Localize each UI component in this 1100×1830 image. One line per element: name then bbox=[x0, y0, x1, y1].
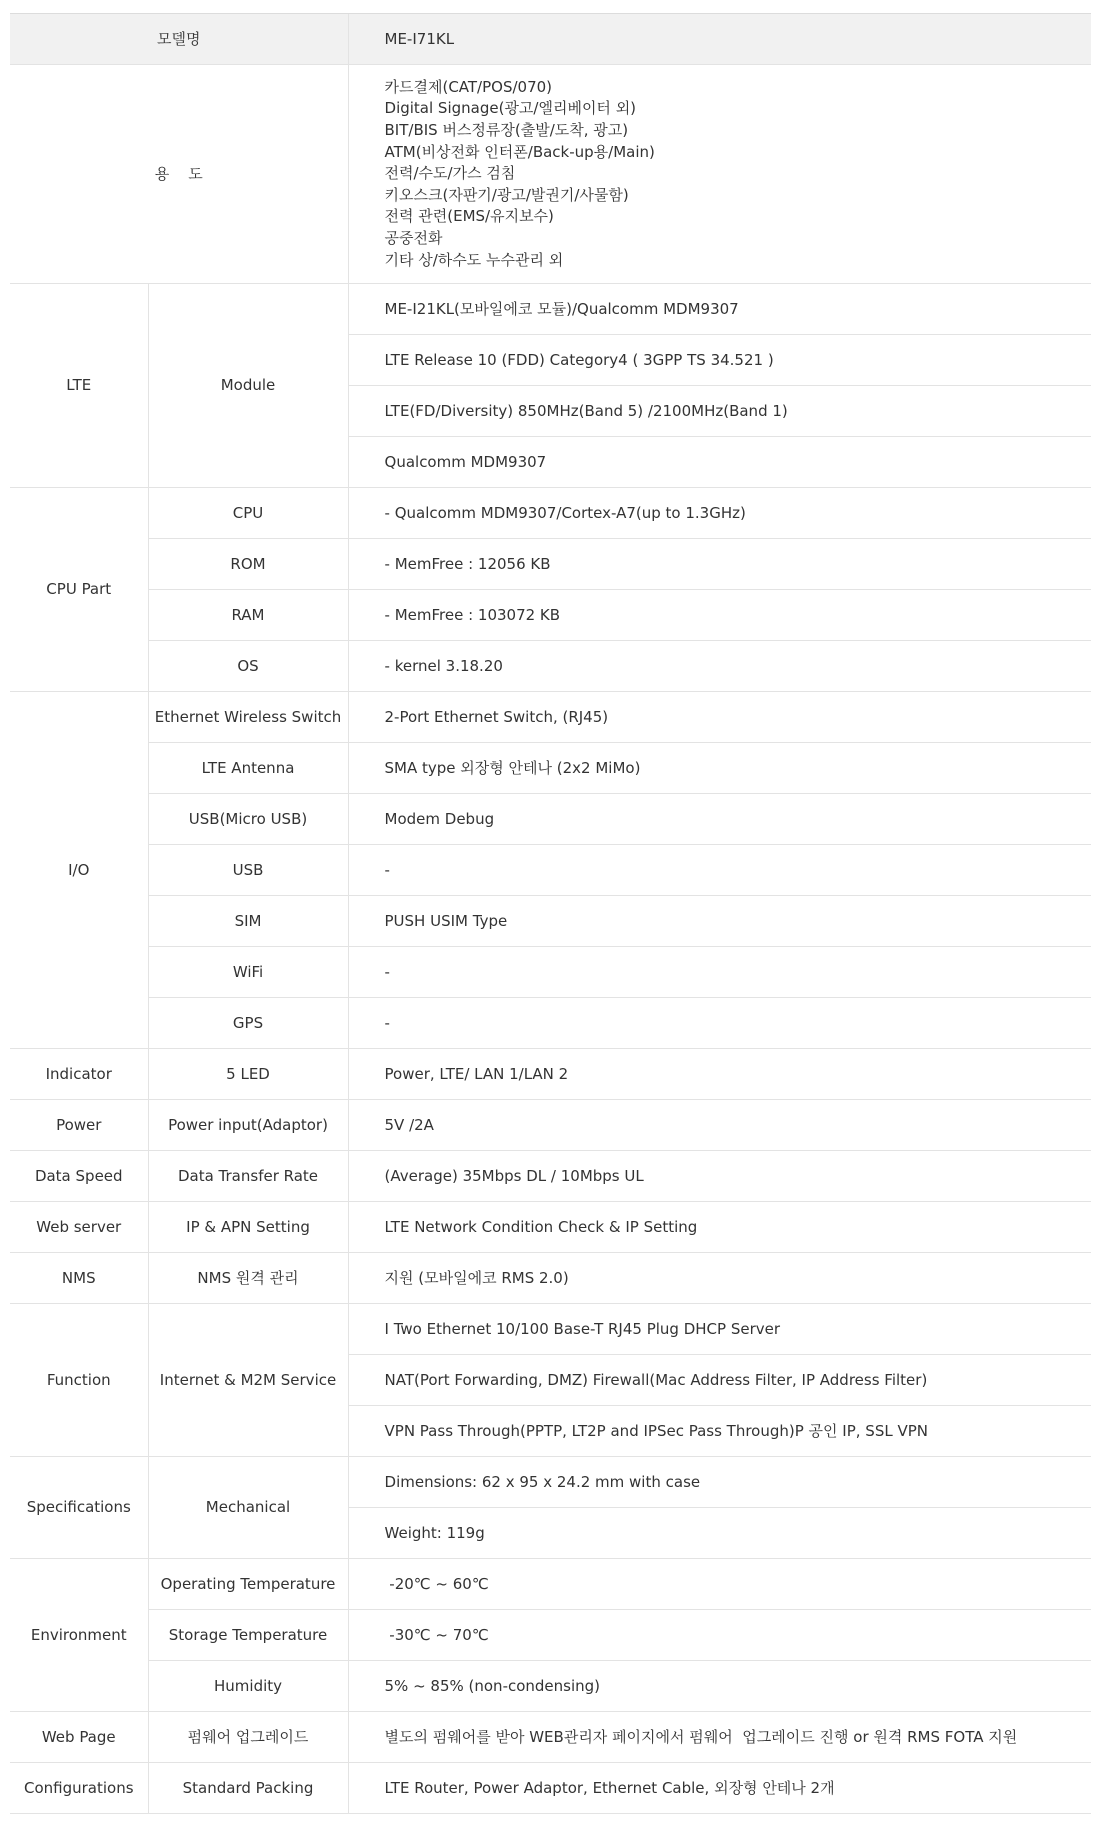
io-sub: Ethernet Wireless Switch bbox=[148, 692, 348, 743]
os-value: - kernel 3.18.20 bbox=[348, 641, 1091, 692]
table-row bbox=[10, 845, 1091, 896]
environment-value: -30℃ ~ 70℃ bbox=[348, 1610, 1091, 1661]
model-label: 모델명 bbox=[10, 14, 348, 65]
function-value: VPN Pass Through(PPTP, LT2P and IPSec Pass Through)P 공인 IP, SSL VPN bbox=[348, 1406, 1091, 1457]
web-page-label: Web Page bbox=[10, 1712, 148, 1763]
io-value: - bbox=[348, 998, 1091, 1049]
spec-table bbox=[10, 13, 1091, 1814]
table-row bbox=[10, 1151, 1091, 1202]
table-row bbox=[10, 1049, 1091, 1100]
web-server-value: LTE Network Condition Check & IP Setting bbox=[348, 1202, 1091, 1253]
io-sub: USB(Micro USB) bbox=[148, 794, 348, 845]
table-row bbox=[10, 794, 1091, 845]
usage-line: BIT/BIS 버스정류장(출발/도착, 광고) bbox=[384, 121, 629, 140]
cpu-label: CPU Part bbox=[10, 488, 148, 692]
lte-value: LTE(FD/Diversity) 850MHz(Band 5) /2100MHz(Band 1) bbox=[348, 386, 1091, 437]
ram-value: - MemFree : 103072 KB bbox=[348, 590, 1091, 641]
nms-label: NMS bbox=[10, 1253, 148, 1304]
data-speed-label: Data Speed bbox=[10, 1151, 148, 1202]
io-sub: USB bbox=[148, 845, 348, 896]
table-row bbox=[10, 692, 1091, 743]
specifications-label: Specifications bbox=[10, 1457, 148, 1559]
io-value: 2-Port Ethernet Switch, (RJ45) bbox=[348, 692, 1091, 743]
io-sub: LTE Antenna bbox=[148, 743, 348, 794]
io-value: - bbox=[348, 947, 1091, 998]
indicator-label: Indicator bbox=[10, 1049, 148, 1100]
usage-line: 키오스크(자판기/광고/발권기/사물함) bbox=[384, 185, 629, 204]
indicator-value: Power, LTE/ LAN 1/LAN 2 bbox=[348, 1049, 1091, 1100]
function-label: Function bbox=[10, 1304, 148, 1457]
io-label: I/O bbox=[10, 692, 148, 1049]
lte-module-label: Module bbox=[148, 284, 348, 488]
usage-line: 공중전화 bbox=[384, 228, 443, 247]
data-speed-value: (Average) 35Mbps DL / 10Mbps UL bbox=[348, 1151, 1091, 1202]
table-header-row bbox=[10, 14, 1091, 65]
power-value: 5V /2A bbox=[348, 1100, 1091, 1151]
nms-sub: NMS 원격 관리 bbox=[148, 1253, 348, 1304]
table-row bbox=[10, 1712, 1091, 1763]
io-value: - bbox=[348, 845, 1091, 896]
usage-line: 전력/수도/가스 검침 bbox=[384, 164, 516, 183]
table-row bbox=[10, 1559, 1091, 1610]
io-value: SMA type 외장형 안테나 (2x2 MiMo) bbox=[348, 743, 1091, 794]
table-row bbox=[10, 1100, 1091, 1151]
table-row bbox=[10, 1253, 1091, 1304]
io-sub: GPS bbox=[148, 998, 348, 1049]
usage-list bbox=[348, 65, 1091, 284]
cpu-sub: CPU bbox=[148, 488, 348, 539]
rom-value: - MemFree : 12056 KB bbox=[348, 539, 1091, 590]
power-sub: Power input(Adaptor) bbox=[148, 1100, 348, 1151]
function-value: NAT(Port Forwarding, DMZ) Firewall(Mac Address Filter, IP Address Filter) bbox=[348, 1355, 1091, 1406]
environment-value: -20℃ ~ 60℃ bbox=[348, 1559, 1091, 1610]
table-row bbox=[10, 590, 1091, 641]
configurations-label: Configurations bbox=[10, 1763, 148, 1814]
table-row bbox=[10, 1610, 1091, 1661]
web-server-sub: IP & APN Setting bbox=[148, 1202, 348, 1253]
firmware-upgrade-label: 펌웨어 업그레이드 bbox=[148, 1712, 348, 1763]
usage-line: 전력 관련(EMS/유지보수) bbox=[384, 207, 554, 226]
usage-line: 카드결제(CAT/POS/070) bbox=[384, 77, 553, 96]
table-row bbox=[10, 641, 1091, 692]
rom-sub: ROM bbox=[148, 539, 348, 590]
lte-value: Qualcomm MDM9307 bbox=[348, 437, 1091, 488]
io-value: Modem Debug bbox=[348, 794, 1091, 845]
indicator-sub: 5 LED bbox=[148, 1049, 348, 1100]
table-row bbox=[10, 488, 1091, 539]
weight-value: Weight: 119g bbox=[348, 1508, 1091, 1559]
usage-line: ATM(비상전화 인터폰/Back-up용/Main) bbox=[384, 142, 655, 161]
table-row bbox=[10, 1661, 1091, 1712]
model-value: ME-I71KL bbox=[348, 14, 1091, 65]
os-sub: OS bbox=[148, 641, 348, 692]
usage-label: 용 도 bbox=[10, 65, 348, 284]
ram-sub: RAM bbox=[148, 590, 348, 641]
environment-label: Environment bbox=[10, 1559, 148, 1712]
data-speed-sub: Data Transfer Rate bbox=[148, 1151, 348, 1202]
io-value: PUSH USIM Type bbox=[348, 896, 1091, 947]
table-row bbox=[10, 1763, 1091, 1814]
table-row bbox=[10, 1457, 1091, 1508]
table-row bbox=[10, 539, 1091, 590]
standard-packing-label: Standard Packing bbox=[148, 1763, 348, 1814]
environment-value: 5% ~ 85% (non-condensing) bbox=[348, 1661, 1091, 1712]
usage-line: Digital Signage(광고/엘리베이터 외) bbox=[384, 99, 637, 118]
lte-value: LTE Release 10 (FDD) Category4 ( 3GPP TS 34.521 ) bbox=[348, 335, 1091, 386]
lte-label: LTE bbox=[10, 284, 148, 488]
web-server-label: Web server bbox=[10, 1202, 148, 1253]
usage-line: 기타 상/하수도 누수관리 외 bbox=[384, 250, 564, 269]
environment-sub: Humidity bbox=[148, 1661, 348, 1712]
usage-row bbox=[10, 65, 1091, 284]
io-sub: SIM bbox=[148, 896, 348, 947]
table-row bbox=[10, 896, 1091, 947]
table-row bbox=[10, 998, 1091, 1049]
environment-sub: Storage Temperature bbox=[148, 1610, 348, 1661]
firmware-upgrade-value: 별도의 펌웨어를 받아 WEB관리자 페이지에서 펌웨어 업그레이드 진행 or 원격 RMS FOTA 지원 bbox=[348, 1712, 1091, 1763]
environment-sub: Operating Temperature bbox=[148, 1559, 348, 1610]
nms-value: 지원 (모바일에코 RMS 2.0) bbox=[348, 1253, 1091, 1304]
lte-value: ME-I21KL(모바일에코 모듈)/Qualcomm MDM9307 bbox=[348, 284, 1091, 335]
cpu-value: - Qualcomm MDM9307/Cortex-A7(up to 1.3GHz) bbox=[348, 488, 1091, 539]
table-row bbox=[10, 1304, 1091, 1355]
function-value: I Two Ethernet 10/100 Base-T RJ45 Plug DHCP Server bbox=[348, 1304, 1091, 1355]
function-sub: Internet & M2M Service bbox=[148, 1304, 348, 1457]
mechanical-label: Mechanical bbox=[148, 1457, 348, 1559]
table-row bbox=[10, 1202, 1091, 1253]
table-row bbox=[10, 284, 1091, 335]
io-sub: WiFi bbox=[148, 947, 348, 998]
standard-packing-value: LTE Router, Power Adaptor, Ethernet Cable, 외장형 안테나 2개 bbox=[348, 1763, 1091, 1814]
dimensions-value: Dimensions: 62 x 95 x 24.2 mm with case bbox=[348, 1457, 1091, 1508]
table-row bbox=[10, 743, 1091, 794]
power-label: Power bbox=[10, 1100, 148, 1151]
table-row bbox=[10, 947, 1091, 998]
